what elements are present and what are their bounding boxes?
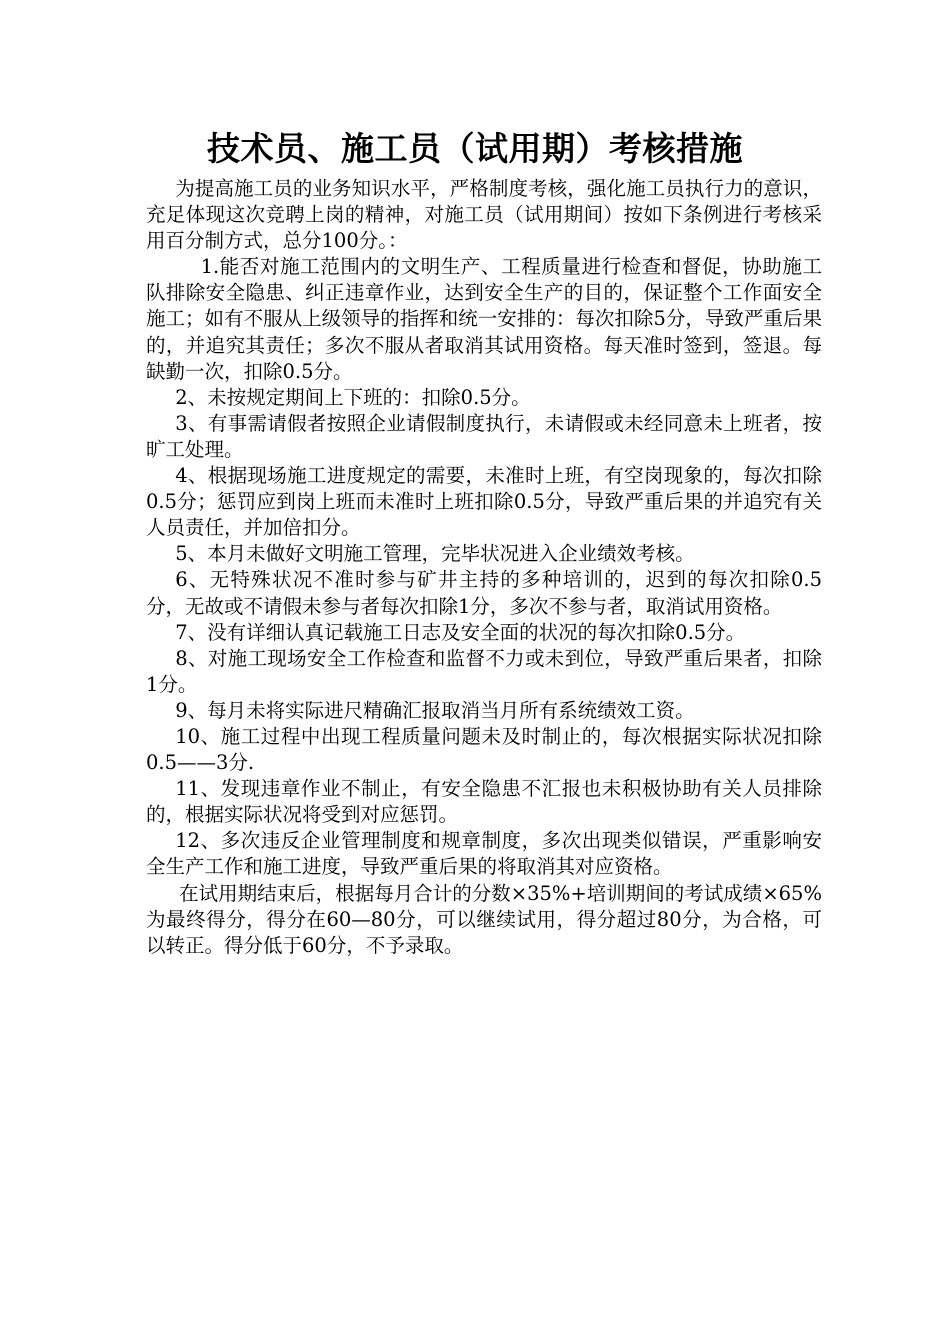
rule-paragraph-8: 8、对施工现场安全工作检查和监督不力或未到位，导致严重后果者，扣除1分。 bbox=[146, 646, 822, 696]
rule-paragraph-9: 9、每月未将实际进尺精确汇报取消当月所有系统绩效工资。 bbox=[175, 698, 695, 722]
rule-paragraph-11: 11、发现违章作业不制止，有安全隐患不汇报也未积极协助有关人员排除的，根据实际状况将受到对应惩罚。 bbox=[146, 777, 822, 827]
rule-paragraph-2: 2、未按规定期间上下班的：扣除0.5分。 bbox=[175, 385, 531, 409]
rule-paragraph-5: 5、本月未做好文明施工管理，完毕状况进入企业绩效考核。 bbox=[175, 542, 695, 566]
intro-paragraph: 为提高施工员的业务知识水平，严格制度考核，强化施工员执行力的意识，充足体现这次竞聘上岗的精神，对施工员（试用期间）按如下条例进行考核采用百分制方式，总分100分。： bbox=[146, 177, 822, 253]
rule-paragraph-1: 1.能否对施工范围内的文明生产、工程质量进行检查和督促，协助施工队排除安全隐患、纠正违章作业，达到安全生产的目的，保证整个工作面安全施工；如有不服从上级领导的指挥和统一安排的：每次扣除5分，导致严重后果的，并追究其责任；多次不服从者取消其试用资格。每天准时签到，签退。每缺勤一次，扣除0.5分。 bbox=[146, 255, 822, 383]
rule-paragraph-6: 6、无特殊状况不准时参与矿井主持的多种培训的，迟到的每次扣除0.5分，无故或不请假未参与者每次扣除1分，多次不参与者，取消试用资格。 bbox=[146, 568, 822, 618]
rule-paragraph-12: 12、多次违反企业管理制度和规章制度，多次出现类似错误，严重影响安全生产工作和施工进度，导致严重后果的将取消其对应资格。 bbox=[146, 829, 822, 879]
conclusion-paragraph: 在试用期结束后，根据每月合计的分数×35%+培训期间的考试成绩×65%为最终得分，得分在60—80分，可以继续试用，得分超过80分，为合格，可以转正。得分低于60分，不予录取。 bbox=[146, 881, 822, 957]
rule-paragraph-10: 10、施工过程中出现工程质量问题未及时制止的，每次根据实际状况扣除0.5——3分. bbox=[146, 724, 822, 775]
rule-paragraph-3: 3、有事需请假者按照企业请假制度执行，未请假或未经同意未上班者，按旷工处理。 bbox=[146, 411, 822, 461]
rule-paragraph-4: 4、根据现场施工进度规定的需要，未准时上班，有空岗现象的，每次扣除0.5分；惩罚应到岗上班而未准时上班扣除0.5分，导致严重后果的并追究有关人员责任，并加倍扣分。 bbox=[146, 464, 822, 540]
document-title: 技术员、施工员（试用期）考核措施 bbox=[207, 129, 743, 168]
rule-paragraph-7: 7、没有详细认真记载施工日志及安全面的状况的每次扣除0.5分。 bbox=[175, 620, 746, 644]
document-body bbox=[146, 176, 822, 959]
